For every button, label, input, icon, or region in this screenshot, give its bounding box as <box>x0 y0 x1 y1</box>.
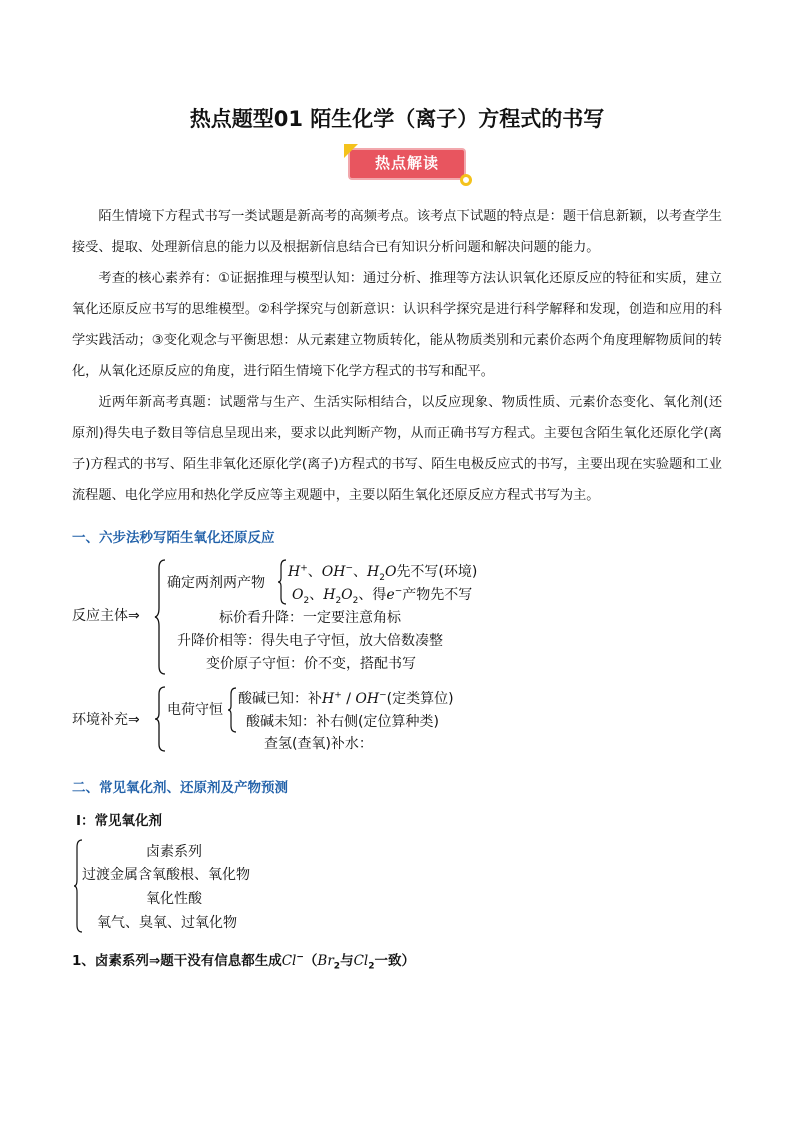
oxidant-oxygen-ozone: 氧气、臭氧、过氧化物 <box>97 915 237 931</box>
oxidants-brace-icon <box>74 840 84 932</box>
section2-heading: 二、常见氧化剂、还原剂及产物预测 <box>72 780 288 796</box>
main-brace-icon <box>155 560 167 674</box>
intro-paragraph-2: 考查的核心素养有：①证据推理与模型认知：通过分析、推理等方法认识氧化还原反应的特征和实质，建立氧化还原反应书写的思维模型。②科学探究与创新意识：认识科学探究是进行科学解释和发现，创造和应用的科学实践活动；③变化观念与平衡思想：从元素建立物质转化，能从物质类别和元素价态两个角度理解物质间的转化，从氧化还原反应的角度，进行陌生情境下化学方程式的书写和配平。 <box>72 271 722 379</box>
oxidant-transition-metal: 过渡金属含氧酸根、氧化物 <box>82 867 250 883</box>
step-mark-valence: 标价看升降：一定要注意角标 <box>219 610 401 626</box>
reaction-main-label: 反应主体⇒ <box>72 608 140 624</box>
step-atom-balance: 变价原子守恒：价不变，搭配书写 <box>206 656 416 672</box>
two-agents-label: 确定两剂两产物 <box>167 575 265 591</box>
acid-base-unknown: 酸碱未知：补右侧(定位算种类) <box>246 714 439 730</box>
step-electron-balance: 升降价相等：得失电子守恒，放大倍数凑整 <box>177 633 443 649</box>
intro-text <box>72 201 722 511</box>
charge-balance-label: 电荷守恒 <box>167 702 223 718</box>
oxidant-oxidizing-acid: 氧化性酸 <box>146 891 202 907</box>
agents-line-a: H+、OH−、$H_2O$先不写(环境) <box>288 563 478 583</box>
intro-paragraph-1: 陌生情境下方程式书写一类试题是新高考的高频考点。该考点下试题的特点是：题干信息新颖，以考查学生接受、提取、处理新信息的能力以及根据新信息结合已有知识分析问题和解决问题的能力。 <box>72 209 722 255</box>
hot-topic-badge <box>348 146 468 184</box>
section1-heading: 一、六步法秒写陌生氧化还原反应 <box>72 530 275 546</box>
badge-label: 热点解读 <box>374 154 439 172</box>
agents-line-b: $O_2$、$H_2O_2$、得e−产物先不写 <box>292 586 473 606</box>
env-brace-icon <box>155 687 167 751</box>
charge-brace-icon <box>228 688 238 732</box>
intro-paragraph-3: 近两年新高考真题：试题常与生产、生活实际相结合，以反应现象、物质性质、元素价态变化、氧化剂(还原剂)得失电子数目等信息呈现出来，要求以此判断产物，从而正确书写方程式。主要包含陌生氧化还原化学(离子)方程式的书写、陌生非氧化还原化学(离子)方程式的书写、陌生电极反应式的书写，主要出现在实验题和工业流程题、电化学应用和热化学反应等主观题中，主要以陌生氧化还原反应方程式书写为主。 <box>72 395 723 503</box>
agents-brace-icon <box>278 560 288 604</box>
oxidant-halogen: 卤素系列 <box>146 844 202 860</box>
oxidants-subheading: Ⅰ：常见氧化剂 <box>76 813 163 829</box>
page-title: 热点题型01 陌生化学（离子）方程式的书写 <box>189 107 605 131</box>
halogen-rule: 1、卤素系列⇒题干没有信息都生成$Cl^-(Br_2$与$Cl_2$一致） <box>72 952 415 972</box>
environment-label: 环境补充⇒ <box>72 712 140 728</box>
acid-base-known: 酸碱已知：补H+ / OH−(定类算位) <box>238 690 454 707</box>
check-hydrogen: 查氢(查氧)补水： <box>264 736 373 752</box>
